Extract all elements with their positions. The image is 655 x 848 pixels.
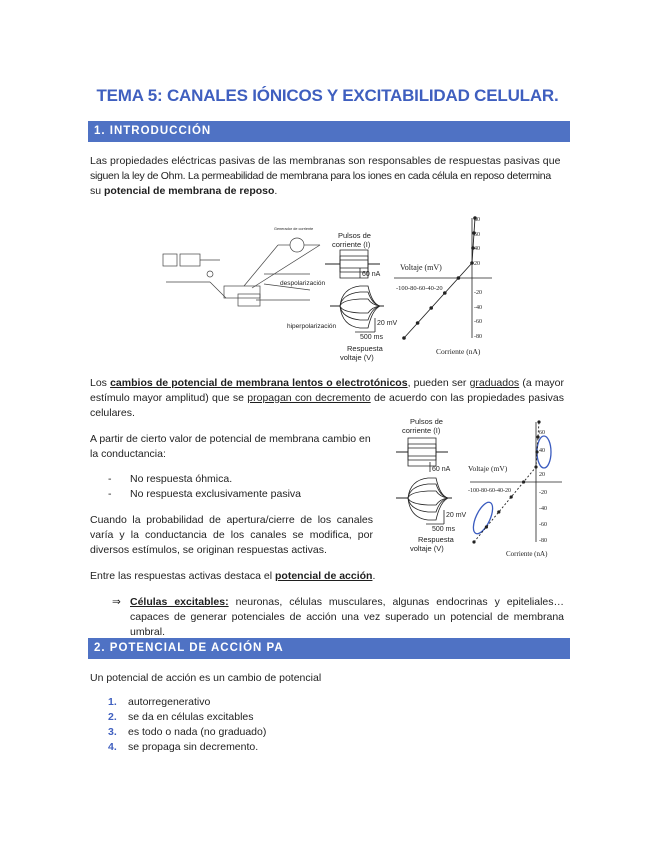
list-item: 2. se da en células excitables	[108, 711, 254, 723]
scale-na: 60 nA	[432, 466, 451, 473]
y-tick: 60	[539, 430, 545, 436]
decremento-term: propagan con decremento	[247, 392, 371, 404]
iv-y-axis-label: Corriente (nA)	[436, 347, 481, 356]
scale-na: 60 nA	[362, 271, 381, 278]
iv-y-axis-label: Corriente (nA)	[506, 550, 548, 558]
despol-label: despolarización	[280, 280, 326, 287]
y-tick: -60	[539, 522, 547, 528]
iv-x-ticks: -100-80-60-40-20	[396, 285, 443, 292]
iv-data-point	[485, 525, 488, 528]
scale-ms: 500 ms	[432, 526, 455, 533]
arrow-paragraph: ⇒ Células excitables: neuronas, células musculares, algunas endocrinas y epiteliales… capaces de generar potenciales de acción una vez superado un potencial de membrana umbral.	[112, 596, 564, 638]
iv-x-ticks: -100-80-60-40-20	[468, 488, 511, 494]
y-tick: -40	[539, 506, 547, 512]
arrow-icon: ⇒	[112, 596, 121, 608]
iv-data-point	[416, 321, 420, 325]
circuit-schematic	[163, 238, 320, 306]
iv-x-axis-label: Voltaje (mV)	[468, 464, 508, 473]
iv-data-point	[537, 420, 540, 423]
y-tick: 20	[474, 261, 480, 267]
circuit-label: Generador de corriente	[274, 227, 314, 231]
iv-data-point	[510, 495, 513, 498]
iv-data-point	[443, 291, 447, 295]
y-tick: -60	[474, 319, 482, 325]
paragraph-action-potential: Entre las respuestas activas destaca el potencial de acción.	[90, 570, 376, 582]
iv-data-point	[472, 540, 475, 543]
current-pulse-traces	[396, 438, 448, 466]
iv-data-point	[534, 465, 537, 468]
voltage-response-traces	[330, 286, 384, 328]
intro-line-3: su potencial de membrana de reposo.	[90, 185, 278, 197]
iv-y-ticks	[539, 430, 547, 544]
corriente-label: corriente (I)	[332, 240, 371, 249]
hiperpol-label: hiperpolarización	[287, 323, 337, 330]
list-number: 3.	[108, 726, 117, 738]
figure-active-response	[386, 414, 574, 562]
scale-mv: 20 mV	[446, 512, 467, 519]
figure-pasive-response	[160, 212, 496, 372]
paragraph-electrotonic: Los cambios de potencial de membrana lentos o electrotónicos, pueden ser graduados (a mayor estímulo mayor amplitud) que se propagan con decremento de acuerdo con las propiedades pasivas celulares.	[90, 377, 564, 419]
iv-x-axis-label: Voltaje (mV)	[400, 263, 442, 272]
voltaje-label: voltaje (V)	[410, 544, 444, 553]
iv-data-point	[497, 510, 500, 513]
y-tick: -80	[539, 538, 547, 544]
pulsos-label: Pulsos de	[338, 231, 371, 240]
voltaje-label: voltaje (V)	[340, 353, 374, 362]
iv-y-ticks	[474, 217, 482, 340]
y-tick: 60	[474, 232, 480, 238]
list-item: 3. es todo o nada (no graduado)	[108, 726, 267, 738]
y-tick: 20	[539, 472, 545, 478]
iv-data-point	[402, 336, 406, 340]
y-tick: -20	[474, 290, 482, 296]
corriente-label: corriente (I)	[402, 426, 441, 435]
scale-ms: 500 ms	[360, 334, 383, 341]
list-number: 1.	[108, 696, 117, 708]
paragraph-intro	[90, 154, 568, 199]
scale-mv: 20 mV	[377, 320, 398, 327]
potencial-reposo-term: potencial de membrana de reposo	[104, 185, 275, 197]
iv-data-point	[429, 306, 433, 310]
list-item: - No respuesta exclusivamente pasiva	[108, 487, 301, 502]
pulsos-label: Pulsos de	[410, 417, 443, 426]
list-item: - No respuesta óhmica.	[108, 472, 301, 487]
section-heading-introduccion: 1. INTRODUCCIÓN	[88, 121, 570, 142]
numbered-list	[108, 695, 266, 755]
y-tick: 80	[474, 217, 480, 223]
list-item: 4. se propaga sin decremento.	[108, 741, 259, 753]
section-heading-potencial-accion: 2. POTENCIAL DE ACCIÓN PA	[88, 638, 570, 659]
paragraph-conductance: A partir de cierto valor de potencial de membrana cambio en la conductancia:	[90, 433, 371, 460]
highlight-ellipse	[469, 500, 496, 537]
page-title: TEMA 5: CANALES IÓNICOS Y EXCITABILIDAD CELULAR.	[96, 86, 559, 105]
potencial-accion-term: potencial de acción	[275, 570, 373, 582]
dash-list	[108, 472, 301, 502]
list-number: 2.	[108, 711, 117, 723]
iv-data-point	[457, 276, 461, 280]
respuesta-label: Respuesta	[347, 344, 383, 353]
celulas-excitables-term: Células excitables:	[130, 596, 229, 608]
y-tick: -80	[474, 334, 482, 340]
iv-data-point	[522, 480, 525, 483]
list-number: 4.	[108, 741, 117, 753]
list-item: 1. autorregenerativo	[108, 696, 211, 708]
intro-line-1: Las propiedades eléctricas pasivas de las membranas son responsables de respuestas pasivas que	[90, 155, 561, 167]
intro-line-2: siguen la ley de Ohm. La permeabilidad de membrana para los iones en cada célula en reposo determina	[90, 170, 551, 182]
y-tick: -40	[474, 305, 482, 311]
graduados-term: graduados	[469, 377, 520, 389]
respuesta-label: Respuesta	[418, 535, 454, 544]
iv-plot-active	[469, 420, 562, 543]
paragraph-active: Cuando la probabilidad de apertura/cierre de los canales varía y la conductancia de los canales se modifica, por diversos estímulos, se originan respuestas activas.	[90, 514, 373, 556]
paragraph-pa-intro: Un potencial de acción es un cambio de potencial	[90, 672, 322, 684]
y-tick: -20	[539, 490, 547, 496]
y-tick: 40	[474, 246, 480, 252]
y-tick: 40	[539, 448, 545, 454]
electrotonic-term: cambios de potencial de membrana lentos o electrotónicos	[110, 377, 408, 389]
